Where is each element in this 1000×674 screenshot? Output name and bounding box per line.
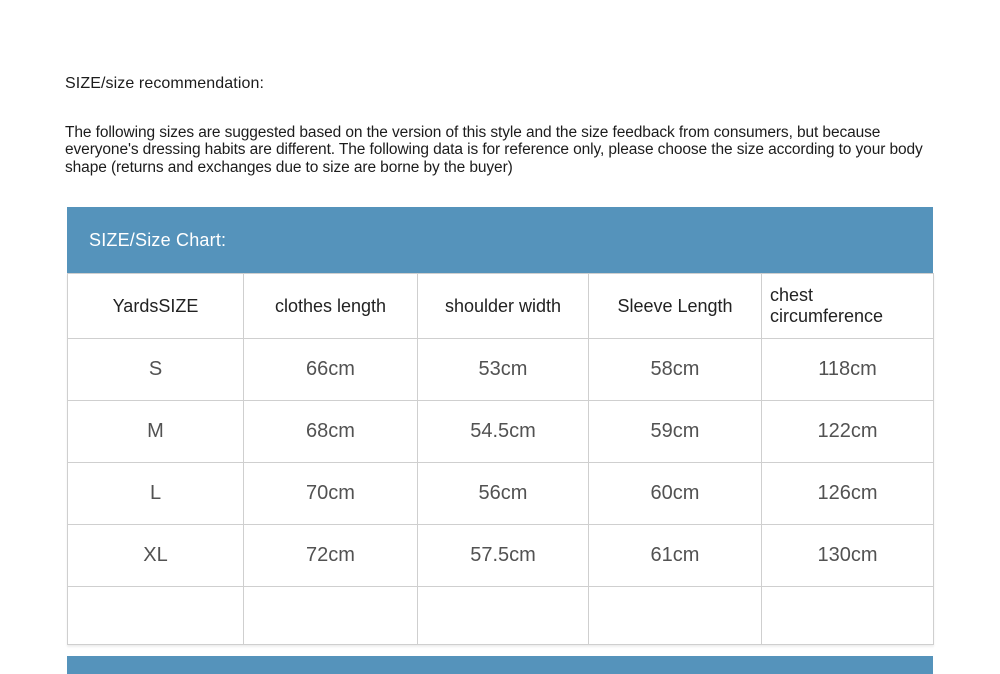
table-cell: 59cm <box>589 401 762 463</box>
table-row-s <box>68 339 934 401</box>
page-title: SIZE/size recommendation: <box>65 75 265 92</box>
table-cell: 68cm <box>244 401 418 463</box>
column-header-size: YardsSIZE <box>68 274 244 339</box>
table-cell: 53cm <box>418 339 589 401</box>
table-cell: 57.5cm <box>418 525 589 587</box>
empty-cell <box>68 587 244 645</box>
table-cell: 70cm <box>244 463 418 525</box>
table-cell: 58cm <box>589 339 762 401</box>
empty-cell <box>762 587 934 645</box>
size-cell: M <box>68 401 244 463</box>
next-section-header-bar <box>67 656 933 674</box>
table-header-row <box>68 274 934 339</box>
table-cell: 61cm <box>589 525 762 587</box>
size-chart-header-bar <box>67 207 933 273</box>
table-cell: 60cm <box>589 463 762 525</box>
size-chart-header-label: SIZE/Size Chart: <box>89 229 227 250</box>
column-header-clothes-length: clothes length <box>244 274 418 339</box>
size-recommendation-text: The following sizes are suggested based on the version of this style and the size feedback from consumers, but because everyone's dressing habits are different. The following data is for reference only, please choose the size according to your body shape (returns and exchanges due to size are borne by the buyer) <box>65 124 923 176</box>
column-header-chest-circumference: chest circumference <box>762 274 934 339</box>
table-cell: 72cm <box>244 525 418 587</box>
table-cell: 130cm <box>762 525 934 587</box>
column-header-sleeve-length: Sleeve Length <box>589 274 762 339</box>
table-cell: 56cm <box>418 463 589 525</box>
size-cell: XL <box>68 525 244 587</box>
size-chart-table <box>67 273 934 645</box>
empty-cell <box>418 587 589 645</box>
size-cell: L <box>68 463 244 525</box>
size-cell: S <box>68 339 244 401</box>
table-cell: 126cm <box>762 463 934 525</box>
table-cell: 122cm <box>762 401 934 463</box>
table-cell: 118cm <box>762 339 934 401</box>
table-row-l <box>68 463 934 525</box>
column-header-shoulder-width: shoulder width <box>418 274 589 339</box>
table-cell: 66cm <box>244 339 418 401</box>
table-cell: 54.5cm <box>418 401 589 463</box>
empty-cell <box>244 587 418 645</box>
table-row-xl <box>68 525 934 587</box>
table-empty-row <box>68 587 934 645</box>
empty-cell <box>589 587 762 645</box>
table-row-m <box>68 401 934 463</box>
